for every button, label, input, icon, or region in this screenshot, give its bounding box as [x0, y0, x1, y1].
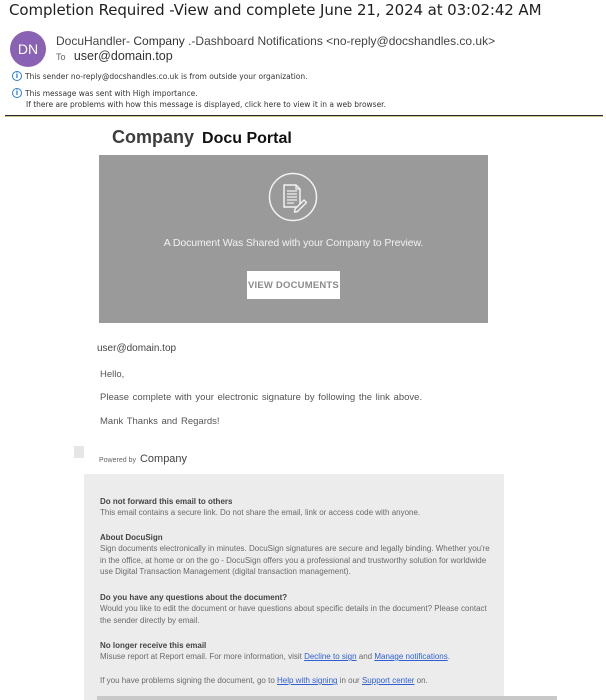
manage-notifications-link[interactable]: Manage notifications	[374, 652, 448, 661]
to-address[interactable]: user@domain.top	[73, 49, 173, 63]
horizontal-scrollbar[interactable]	[97, 696, 557, 700]
notice-text: This message was sent with High importance.	[25, 88, 198, 98]
hero-banner	[99, 155, 488, 323]
sender-name-suffix: .-Dashboard Notifications <no-reply@docshandles.co.uk>	[188, 34, 496, 48]
text-fragment: If you have problems signing the document, go to	[100, 676, 277, 685]
document-sign-icon	[268, 172, 318, 222]
notice-text: This sender no-reply@docshandles.co.uk is from outside your organization.	[25, 71, 308, 81]
sender-name-company: Company	[133, 34, 185, 48]
email-subject: Completion Required -View and complete June 21, 2024 at 03:02:42 AM	[9, 1, 542, 19]
section-title: About DocuSign	[100, 533, 163, 542]
section-title: Do you have any questions about the document?	[100, 593, 288, 602]
powered-by-company: Company	[139, 453, 188, 465]
text-fragment: .	[447, 652, 450, 661]
help-text	[100, 675, 495, 687]
sender-line[interactable]	[56, 34, 495, 48]
section-text: Sign documents electronically in minutes. DocuSign signatures are secure and legally binding. Whether you're in the office, at home or on the go - DocuSign offers you a professional and trustworthy solution for worldwide use Digital Transaction Management (digital transaction management).	[100, 544, 490, 576]
section-title: Do not forward this email to others	[100, 497, 233, 506]
header-divider	[5, 115, 603, 117]
section-text: This email contains a secure link. Do not share the email, link or access code with anyone.	[100, 508, 421, 517]
text-fragment: and	[356, 652, 375, 661]
decline-to-sign-link[interactable]: Decline to sign	[304, 652, 357, 661]
brand-portal: Docu Portal	[202, 130, 292, 147]
footer-section-questions	[100, 592, 495, 626]
recipient-email: user@domain.top	[97, 343, 177, 354]
greeting: Hello,	[100, 369, 125, 380]
text-fragment: in our	[337, 676, 362, 685]
footer-section-no-forward	[100, 496, 495, 519]
signoff-text: Mank Thanks and Regards!	[100, 416, 220, 427]
footer-panel	[84, 474, 504, 700]
section-text	[100, 651, 495, 663]
section-title: No longer receive this email	[100, 641, 207, 650]
footer-section-about	[100, 532, 495, 578]
sender-avatar[interactable]: DN	[10, 31, 46, 67]
to-label: To	[56, 52, 66, 62]
help-with-signing-link[interactable]: Help with signing	[277, 676, 338, 685]
section-text: Would you like to edit the document or have questions about specific details in the document? Please contact the sender directly by email.	[100, 604, 487, 625]
brand-header	[112, 127, 292, 148]
support-center-link[interactable]: Support center	[361, 676, 415, 685]
powered-by	[99, 453, 187, 465]
text-fragment: on.	[414, 676, 428, 685]
footer-section-unsubscribe	[100, 640, 495, 663]
sender-name-prefix: DocuHandler-	[56, 34, 131, 48]
placeholder-image	[74, 446, 84, 458]
brand-company: Company	[112, 127, 195, 147]
text-fragment: Misuse report at Report email. For more information, visit	[100, 652, 305, 661]
powered-by-label: Powered by	[99, 457, 136, 464]
view-documents-button[interactable]: VIEW DOCUMENTS	[247, 271, 340, 299]
info-icon: i	[12, 71, 22, 81]
instruction-text: Please complete with your electronic signature by following the link above.	[100, 392, 423, 403]
high-importance-notice	[12, 88, 198, 98]
footer-help	[100, 675, 495, 687]
external-sender-notice	[12, 71, 308, 81]
hero-message: A Document Was Shared with your Company to Preview.	[163, 237, 424, 249]
view-in-browser-link[interactable]: If there are problems with how this message is displayed, click here to view it in a web browser.	[26, 100, 386, 109]
recipient-line	[56, 49, 173, 63]
info-icon: i	[12, 88, 22, 98]
